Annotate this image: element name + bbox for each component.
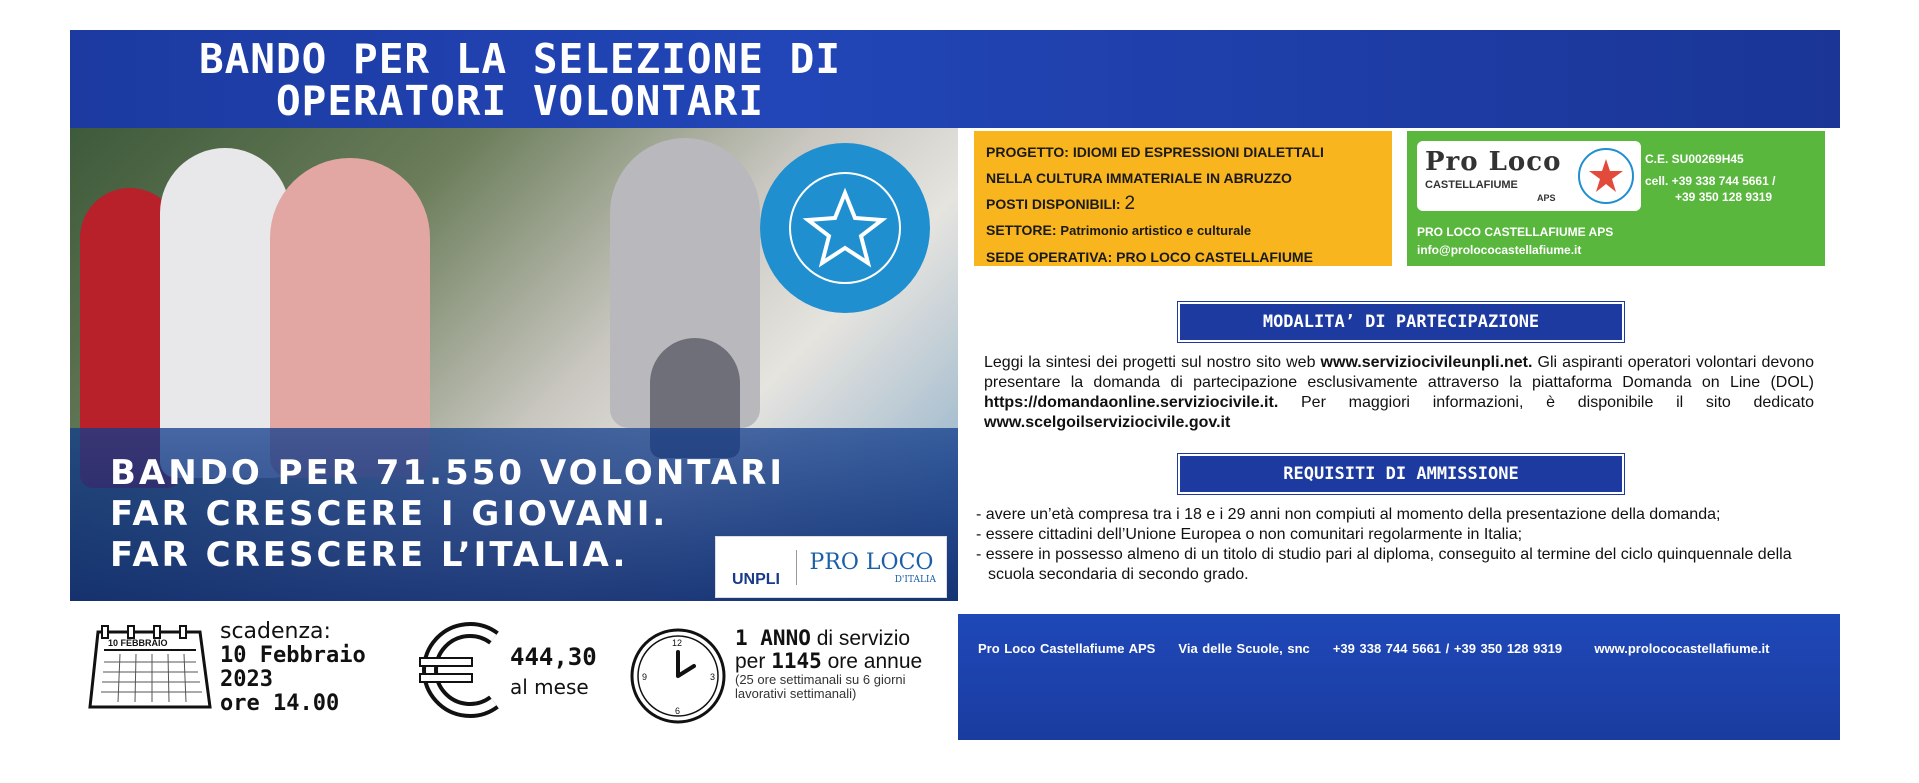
- amount-block: [510, 642, 597, 702]
- footer-bar: [958, 614, 1840, 740]
- posti-row: POSTI DISPONIBILI: 2: [986, 193, 1136, 214]
- project-line-2: NELLA CULTURA IMMATERIALE IN ABRUZZO: [986, 170, 1292, 186]
- slogan-line-1: BANDO PER 71.550 VOLONTARI: [110, 453, 785, 493]
- scelgo-link[interactable]: www.scelgoilserviziocivile.gov.it: [984, 414, 1231, 431]
- footer-address: Via delle Scuole, snc: [1178, 641, 1310, 656]
- deadline-label: scadenza:: [220, 619, 331, 644]
- unpli-link[interactable]: www.serviziocivileunpli.net.: [1320, 354, 1533, 371]
- slogan: [110, 453, 785, 576]
- posti-value: 2: [1124, 193, 1136, 214]
- service-block: [735, 627, 922, 701]
- amount-value: 444,30: [510, 643, 597, 671]
- svg-text:12: 12: [672, 638, 683, 648]
- settore-row: SETTORE: Patrimonio artistico e culturale: [986, 222, 1252, 238]
- proloco-name-block: [1417, 223, 1613, 259]
- logo-top-text: Pro Loco: [1425, 147, 1562, 177]
- requisiti-heading: REQUISITI DI AMMISSIONE: [1178, 454, 1624, 494]
- svg-text:9: 9: [642, 672, 648, 682]
- deadline-block: [220, 620, 366, 716]
- calendar-date-label: 10 FEBBRAIO: [108, 638, 168, 648]
- deadline-time: ore 14.00: [220, 691, 340, 716]
- service-line-2: per 1145 ore annue: [735, 649, 923, 673]
- servizio-civile-badge: [760, 143, 930, 313]
- slogan-line-2: FAR CRESCERE I GIOVANI.: [110, 494, 669, 534]
- logo-aps-text: APS: [1537, 193, 1556, 203]
- promo-photo: [70, 128, 958, 601]
- page-title: [90, 35, 950, 125]
- proloco-italia-logo: [796, 550, 946, 585]
- star-icon: [760, 143, 930, 313]
- clock-icon: [628, 626, 728, 726]
- unpli-logo: UNPLI: [732, 571, 780, 588]
- list-item: - essere in possesso almeno di un titolo di studio pari al diploma, conseguito al termine del ciclo quinquennale della scuola secondaria di secondo grado.: [976, 546, 1792, 583]
- proloco-contact-box: [1407, 131, 1825, 266]
- proloco-email[interactable]: info@prolococastellafiume.it: [1417, 243, 1582, 257]
- footer-contacts: [978, 641, 1769, 656]
- deadline-year: 2023: [220, 667, 273, 692]
- cell-line-2: +39 350 128 9319: [1675, 190, 1773, 204]
- service-note: (25 ore settimanali su 6 giorni lavorativi settimanali): [735, 672, 906, 701]
- proloco-italia-sub: D'ITALIA: [894, 574, 936, 585]
- proloco-italia-text: PRO LOCO: [809, 549, 934, 575]
- slogan-line-3: FAR CRESCERE L’ITALIA.: [110, 535, 629, 575]
- sede-row: SEDE OPERATIVA: PRO LOCO CASTELLAFIUME: [986, 249, 1313, 265]
- settore-value: Patrimonio artistico e culturale: [1060, 223, 1252, 238]
- ce-code: C.E. SU00269H45: [1645, 152, 1744, 166]
- modalita-text-2: Gli aspiranti operatori volontari devono presentare la domanda di partecipazione esclusivamente attraverso la piattaforma Domanda on Line (DOL): [984, 354, 1814, 391]
- list-item: - avere un’età compresa tra i 18 e i 29 anni non compiuti al momento della presentazione della domanda;: [976, 506, 1721, 523]
- partner-logos: [715, 536, 947, 598]
- list-item: - essere cittadini dell’Unione Europea o non comunitari regolarmente in Italia;: [976, 526, 1523, 543]
- svg-text:3: 3: [710, 672, 716, 682]
- project-info-box: [974, 131, 1392, 266]
- footer-phones: +39 338 744 5661 / +39 350 128 9319: [1332, 641, 1563, 656]
- modalita-text: [984, 353, 1814, 433]
- modalita-heading: MODALITA’ DI PARTECIPAZIONE: [1178, 302, 1624, 342]
- svg-text:6: 6: [675, 706, 681, 716]
- modalita-text-1: Leggi la sintesi dei progetti sul nostro sito web: [984, 354, 1321, 371]
- contact-block: [1645, 151, 1775, 205]
- amount-unit: al mese: [510, 675, 589, 699]
- requisiti-list: [976, 505, 1816, 585]
- proloco-name: PRO LOCO CASTELLAFIUME APS: [1417, 225, 1614, 239]
- cell-line-1: cell. +39 338 744 5661 /: [1645, 174, 1776, 188]
- deadline-date: 10 Febbraio: [220, 643, 366, 668]
- proloco-castellafiume-logo: [1417, 141, 1641, 211]
- modalita-text-3: Per maggiori informazioni, è disponibile il sito dedicato: [1278, 394, 1814, 411]
- euro-icon: [418, 620, 503, 720]
- title-line-2: OPERATORI VOLONTARI: [276, 77, 764, 125]
- title-line-1: BANDO PER LA SELEZIONE DI: [198, 35, 842, 83]
- seal-icon: [1577, 147, 1635, 205]
- calendar-icon: [84, 622, 214, 717]
- dol-link[interactable]: https://domandaonline.serviziocivile.it.: [984, 394, 1279, 411]
- logo-main-text: CASTELLAFIUME: [1425, 179, 1518, 191]
- footer-site[interactable]: www.prolococastellafiume.it: [1594, 641, 1770, 656]
- service-line-1: 1 ANNO di servizio: [735, 626, 911, 650]
- project-line-1: PROGETTO: IDIOMI ED ESPRESSIONI DIALETTALI: [986, 144, 1324, 160]
- footer-org: Pro Loco Castellafiume APS: [978, 641, 1156, 656]
